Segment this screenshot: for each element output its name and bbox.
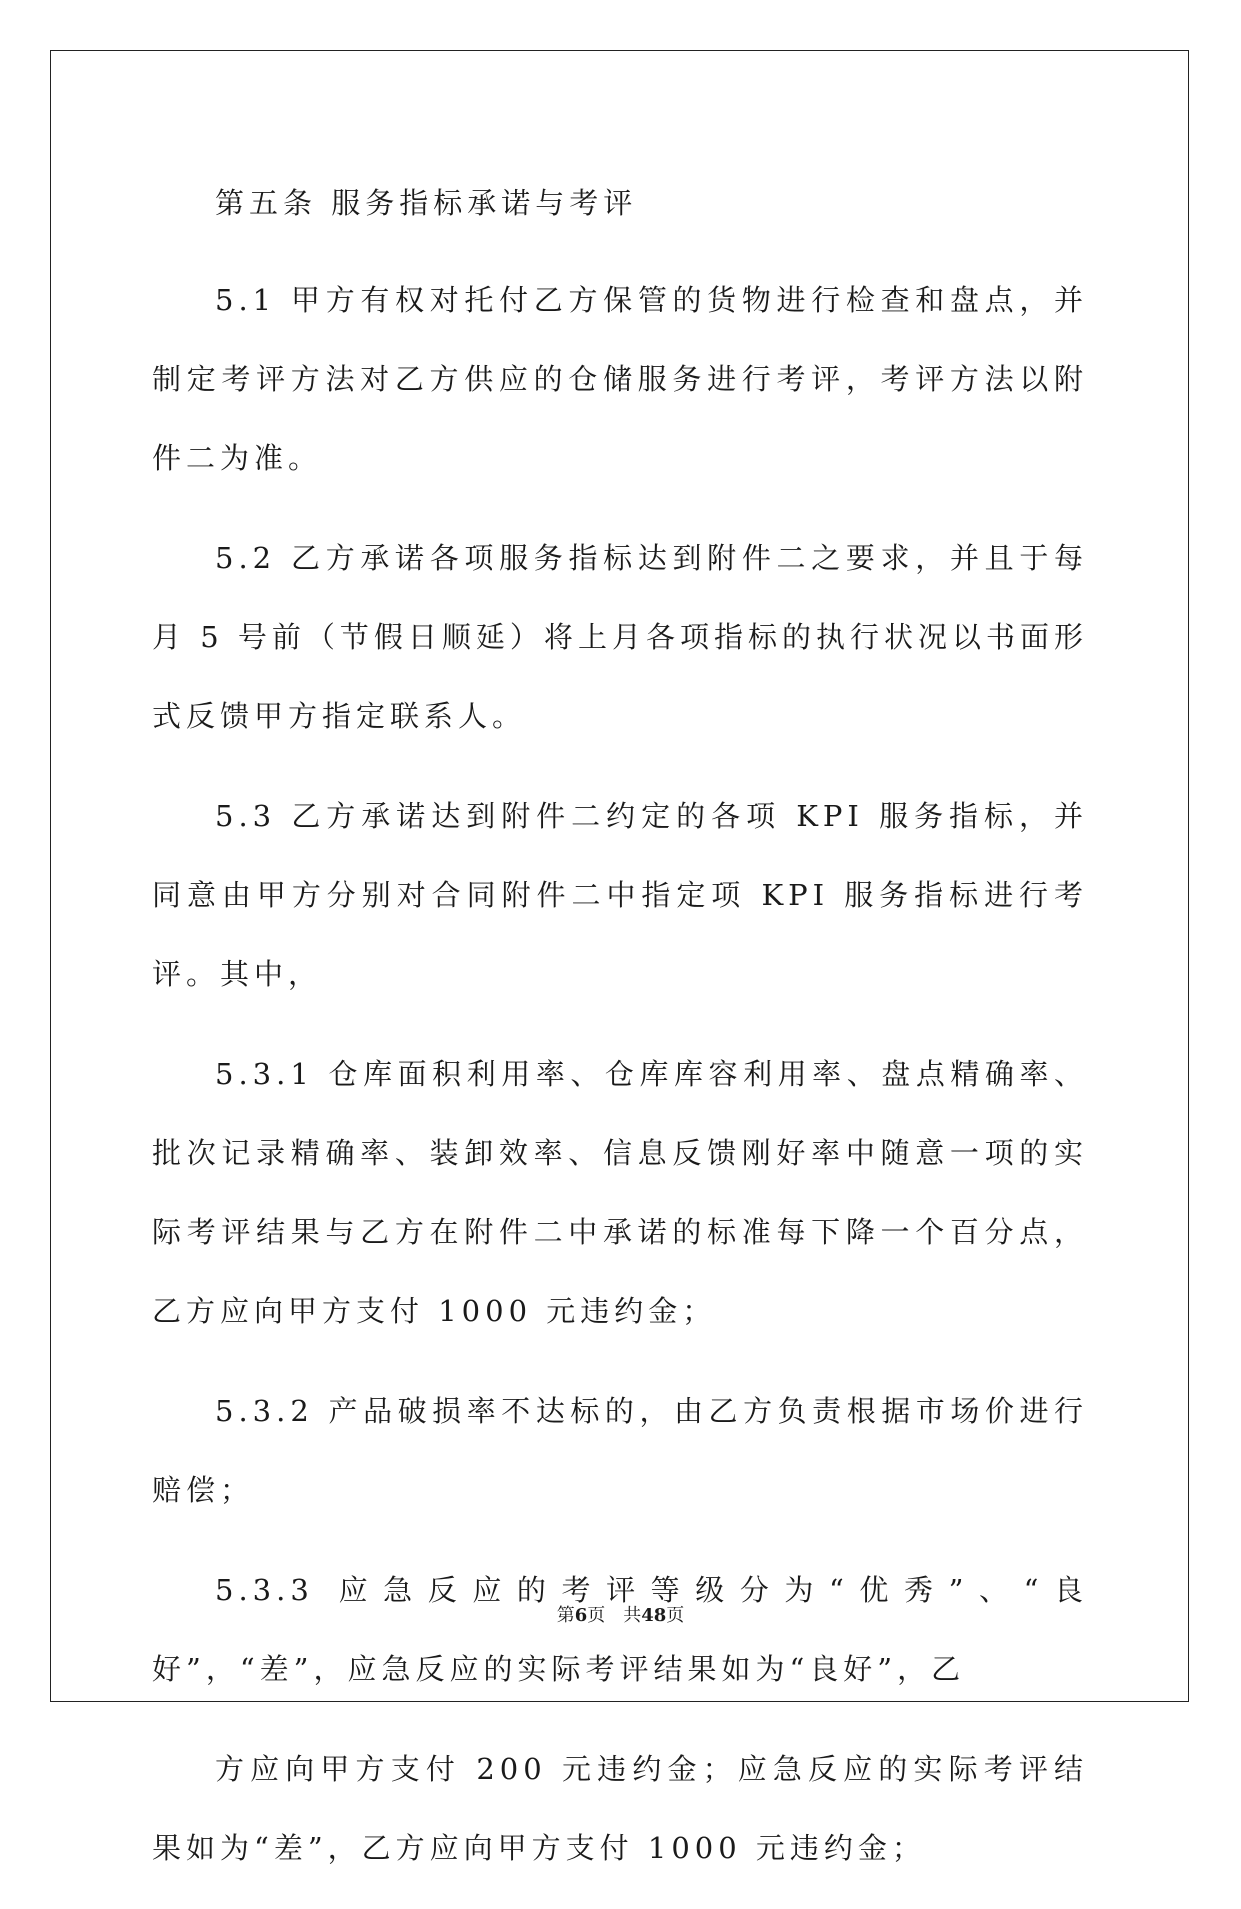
paragraph-5-3-3: 5.3.3 应急反应的考评等级分为“优秀”、“良好”，“差”，应急反应的实际考评结果如为“良好”，乙 [152, 1573, 1088, 1686]
section-heading: 第五条 服务指标承诺与考评 [215, 186, 638, 220]
page-number: 6 [574, 1605, 588, 1626]
paragraph-5-1: 5.1 甲方有权对托付乙方保管的货物进行检查和盘点，并制定考评方法对乙方供应的仓储服务进行考评，考评方法以附件二为准。 [152, 283, 1088, 475]
paragraph-5-3-3-continued: 方应向甲方支付 200 元违约金；应急反应的实际考评结果如为“差”，乙方应向甲方支付 1000 元违约金； [152, 1752, 1088, 1865]
footer-mid: 页 共 [587, 1605, 642, 1626]
paragraph-5-3: 5.3 乙方承诺达到附件二约定的各项 KPI 服务指标，并同意由甲方分别对合同附件二中指定项 KPI 服务指标进行考评。其中， [152, 799, 1088, 991]
page-footer [0, 1601, 1241, 1627]
paragraph-5-2: 5.2 乙方承诺各项服务指标达到附件二之要求，并且于每月 5 号前（节假日顺延）将上月各项指标的执行状况以书面形式反馈甲方指定联系人。 [152, 541, 1088, 733]
document-body [152, 164, 1088, 1909]
total-pages: 48 [641, 1605, 667, 1626]
footer-prefix: 第 [556, 1605, 575, 1626]
paragraph-5-3-2: 5.3.2 产品破损率不达标的，由乙方负责根据市场价进行赔偿； [152, 1394, 1088, 1507]
footer-suffix: 页 [666, 1605, 685, 1626]
paragraph-5-3-1: 5.3.1 仓库面积利用率、仓库库容利用率、盘点精确率、批次记录精确率、装卸效率、信息反馈刚好率中随意一项的实际考评结果与乙方在附件二中承诺的标准每下降一个百分点，乙方应向甲方支付 1000 元违约金； [152, 1057, 1088, 1328]
